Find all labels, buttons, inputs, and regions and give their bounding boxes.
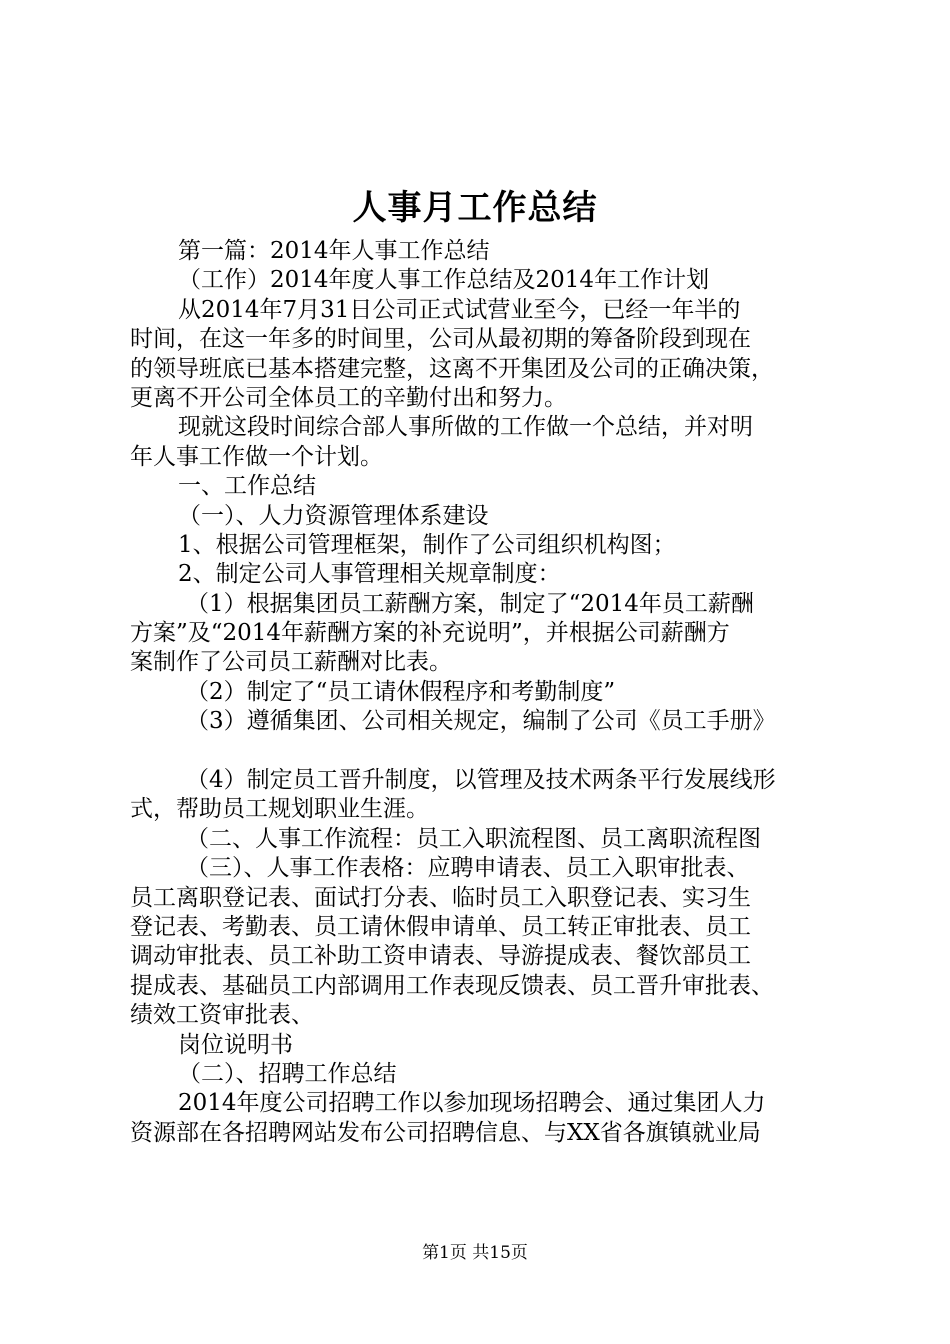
- paragraph-line: 资源部在各招聘网站发布公司招聘信息、与XX省各旗镇就业局: [130, 1119, 761, 1146]
- paragraph-line: 2、制定公司人事管理相关规章制度：: [178, 561, 561, 588]
- paragraph-line: （4）制定员工晋升制度，以管理及技术两条平行发展线形: [186, 767, 776, 794]
- document-title: 人事月工作总结: [352, 188, 598, 228]
- paragraph-line: 员工离职登记表、面试打分表、临时员工入职登记表、实习生: [130, 884, 751, 911]
- paragraph-line: （1）根据集团员工薪酬方案，制定了“2014年员工薪酬: [186, 590, 754, 617]
- page-footer: 第1页 共15页: [422, 1243, 528, 1263]
- paragraph-line: 2014年度公司招聘工作以参加现场招聘会、通过集团人力: [178, 1090, 766, 1117]
- paragraph-line: 岗位说明书: [178, 1031, 293, 1058]
- paragraph-line: （二、人事工作流程：员工入职流程图、员工离职流程图: [186, 825, 761, 852]
- paragraph-line: 从2014年7月31日公司正式试营业至今，已经一年半的: [178, 296, 741, 323]
- paragraph-line: 调动审批表、员工补助工资申请表、导游提成表、餐饮部员工: [130, 943, 751, 970]
- paragraph-line: （一）、人力资源管理体系建设: [178, 502, 489, 529]
- paragraph-line: 案制作了公司员工薪酬对比表。: [130, 649, 452, 676]
- paragraph-line: 一、工作总结: [178, 473, 316, 500]
- paragraph-line: （2）制定了“员工请休假程序和考勤制度”: [186, 678, 616, 705]
- paragraph-line: 提成表、基础员工内部调用工作表现反馈表、员工晋升审批表、: [130, 972, 774, 999]
- paragraph-line: 绩效工资审批表、: [130, 1002, 314, 1029]
- paragraph-line: （工作）2014年度人事工作总结及2014年工作计划: [178, 267, 710, 294]
- paragraph-line: 现就这段时间综合部人事所做的工作做一个总结，并对明: [178, 414, 753, 441]
- paragraph-line: （3）遵循集团、公司相关规定，编制了公司《员工手册》: [186, 708, 776, 735]
- paragraph-line: 方案”及“2014年薪酬方案的补充说明”，并根据公司薪酬方: [130, 620, 730, 647]
- paragraph-line: 年人事工作做一个计划。: [130, 443, 383, 470]
- paragraph-line: 第一篇：2014年人事工作总结: [178, 238, 490, 264]
- paragraph-line: （三）、人事工作表格：应聘申请表、员工入职审批表、: [186, 855, 750, 882]
- document-body: [130, 237, 840, 1148]
- blank-line: [130, 737, 840, 766]
- paragraph-line: 登记表、考勤表、员工请休假申请单、员工转正审批表、员工: [130, 913, 751, 940]
- paragraph-line: 1、根据公司管理框架，制作了公司组织机构图；: [178, 531, 676, 558]
- paragraph-line: 式，帮助员工规划职业生涯。: [130, 796, 429, 823]
- paragraph-line: 更离不开公司全体员工的辛勤付出和努力。: [130, 384, 567, 411]
- paragraph-line: （二）、招聘工作总结: [178, 1060, 397, 1087]
- paragraph-line: 时间，在这一年多的时间里，公司从最初期的筹备阶段到现在: [130, 326, 751, 353]
- paragraph-line: 的领导班底已基本搭建完整，这离不开集团及公司的正确决策，: [130, 355, 774, 382]
